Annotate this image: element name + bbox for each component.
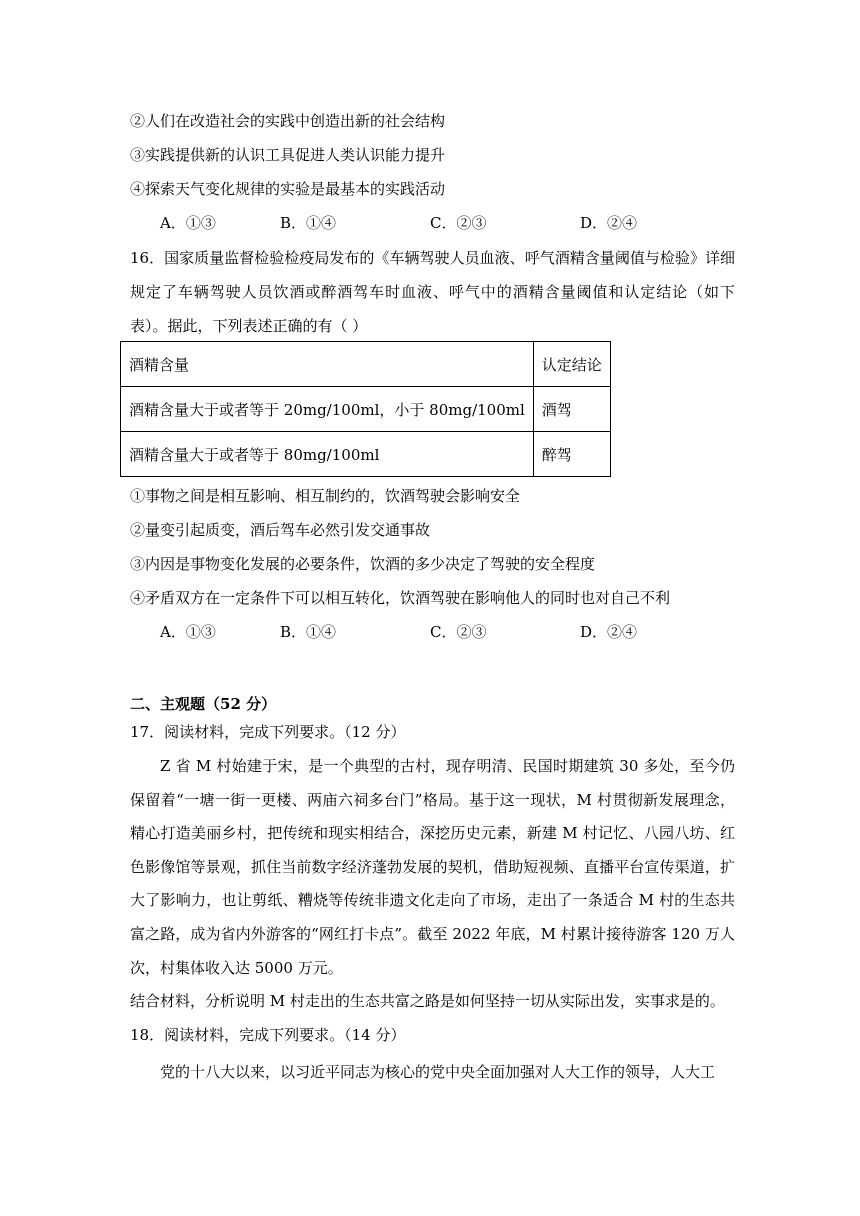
q15-option-a[interactable]: A．①③ (160, 214, 216, 232)
q16-item-4: ④矛盾双方在一定条件下可以相互转化，饮酒驾驶在影响他人的同时也对自己不利 (130, 589, 671, 607)
q17-material: Z 省 M 村始建于宋，是一个典型的古村，现存明清、民国时期建筑 30 多处，至今仍保留着“一塘一街一更楼、两庙六祠多台门”格局。基于这一现状，M 村贯彻新发展理念，精心打造美丽乡村，把传统和现实相结合，深挖历史元素，新建 M 村记忆、八园八坊、红色影像馆等景观，抓住当前数字经济蓬勃发展的契机，借助短视频、直播平台宣传渠道，扩大了影响力，也让剪纸、糟烧等传统非遗文化走向了市场，走出了一条适合 M 村的生态共富之路，成为省内外游客的“网红打卡点”。截至 2022 年底，M 村累计接待游客 120 万人次，村集体收入达 5000 万元。 (130, 757, 735, 977)
q16-option-c[interactable]: C．②③ (430, 623, 487, 641)
q15-option-b[interactable]: B．①④ (280, 214, 337, 232)
table-header-content: 酒精含量 (121, 342, 534, 387)
table-cell: 酒精含量大于或者等于 20mg/100ml，小于 80mg/100ml (121, 387, 534, 432)
table-row (121, 387, 611, 432)
table-row (121, 432, 611, 477)
q15-item-4: ④探索天气变化规律的实验是最基本的实践活动 (130, 180, 446, 198)
q15-option-c[interactable]: C．②③ (430, 214, 487, 232)
q16-options (160, 622, 680, 642)
q16-option-b[interactable]: B．①④ (280, 623, 337, 641)
q16-stem: 16．国家质量监督检验检疫局发布的《车辆驾驶人员血液、呼气酒精含量阈值与检验》详细规定了车辆驾驶人员饮酒或醉酒驾车时血液、呼气中的酒精含量阈值和认定结论（如下表）。据此，下列表述正确的有（ ） (130, 249, 735, 335)
table-cell: 醉驾 (533, 432, 610, 477)
q17-stem: 17．阅读材料，完成下列要求。（12 分） (130, 723, 406, 741)
q17-question: 结合材料，分析说明 M 村走出的生态共富之路是如何坚持一切从实际出发，实事求是的。 (130, 992, 725, 1010)
q15-item-2: ②人们在改造社会的实践中创造出新的社会结构 (130, 112, 446, 130)
q18-stem: 18．阅读材料，完成下列要求。（14 分） (130, 1026, 406, 1044)
q15-option-d[interactable]: D．②④ (580, 214, 638, 232)
q15-item-3: ③实践提供新的认识工具促进人类认识能力提升 (130, 146, 446, 164)
alcohol-table (120, 341, 611, 477)
q16-item-2: ②量变引起质变，酒后驾车必然引发交通事故 (130, 521, 431, 539)
table-cell: 酒驾 (533, 387, 610, 432)
q16-option-a[interactable]: A．①③ (160, 623, 216, 641)
q16-item-3: ③内因是事物变化发展的必要条件，饮酒的多少决定了驾驶的安全程度 (130, 555, 596, 573)
table-cell: 酒精含量大于或者等于 80mg/100ml (121, 432, 534, 477)
section-title: 二、主观题（52 分） (130, 695, 277, 713)
q16-option-d[interactable]: D．②④ (580, 623, 638, 641)
q16-item-1: ①事物之间是相互影响、相互制约的，饮酒驾驶会影响安全 (130, 487, 521, 505)
q18-material: 党的十八大以来，以习近平同志为核心的党中央全面加强对人大工作的领导，人大工 (160, 1063, 716, 1081)
table-header-conclusion: 认定结论 (533, 342, 610, 387)
table-header-row (121, 342, 611, 387)
q15-options (160, 213, 680, 233)
